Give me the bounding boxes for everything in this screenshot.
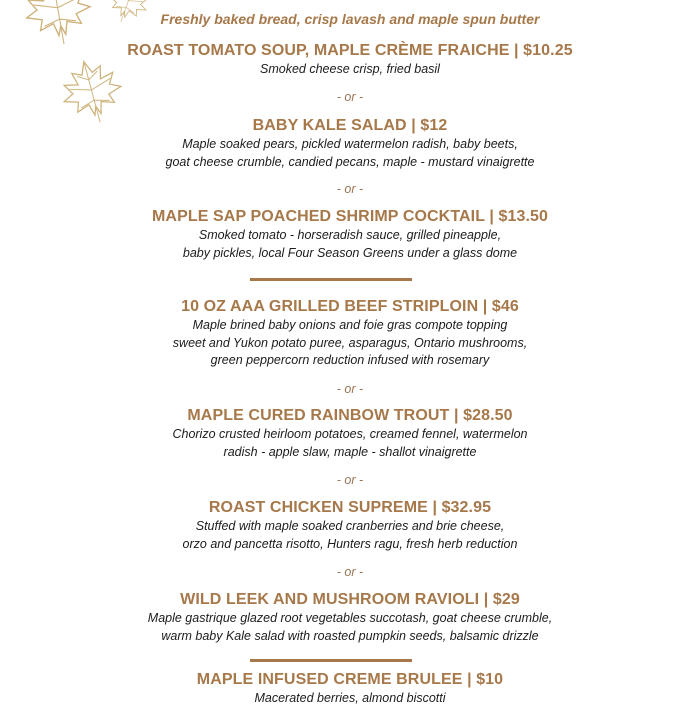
dish-title: ROAST CHICKEN SUPREME | $32.95 [208, 499, 492, 516]
dish-beef-striploin [0, 297, 700, 370]
dish-description: Smoked tomato - horseradish sauce, grilled pineapple, baby pickles, local Four Season Greens under a glass dome [182, 228, 518, 260]
dish-title: MAPLE INFUSED CREME BRULEE | $10 [196, 671, 504, 688]
dish-description: Macerated berries, almond biscotti [254, 691, 446, 705]
dish-title: MAPLE CURED RAINBOW TROUT | $28.50 [187, 407, 513, 424]
dish-description: Maple gastrique glazed root vegetables succotash, goat cheese crumble, warm baby Kale salad with roasted pumpkin seeds, balsamic drizzle [147, 611, 553, 643]
or-separator: - or - [336, 182, 364, 196]
dish-title: WILD LEEK AND MUSHROOM RAVIOLI | $29 [180, 591, 520, 608]
or-separator: - or - [336, 90, 364, 104]
dish-description: Stuffed with maple soaked cranberries and brie cheese, orzo and pancetta risotto, Hunters ragu, fresh herb reduction [182, 519, 518, 551]
dish-title: BABY KALE SALAD | $12 [252, 117, 448, 134]
dish-mushroom-ravioli [0, 590, 700, 645]
dish-description: Maple soaked pears, pickled watermelon radish, baby beets, goat cheese crumble, candied pecans, maple - mustard vinaigrette [165, 137, 535, 169]
dish-creme-brulee [0, 670, 700, 708]
section-divider [250, 659, 412, 662]
dish-roast-chicken [0, 498, 700, 553]
dish-title: MAPLE SAP POACHED SHRIMP COCKTAIL | $13.50 [151, 208, 549, 225]
dish-shrimp-cocktail [0, 207, 700, 262]
dish-tomato-soup [0, 41, 700, 79]
dish-description: Chorizo crusted heirloom potatoes, creamed fennel, watermelon radish - apple slaw, maple - shallot vinaigrette [172, 427, 528, 459]
or-separator: - or - [336, 382, 364, 396]
dish-title: 10 OZ AAA GRILLED BEEF STRIPLOIN | $46 [181, 298, 519, 315]
or-separator: - or - [336, 473, 364, 487]
dish-description: Maple brined baby onions and foie gras compote topping sweet and Yukon potato puree, asparagus, Ontario mushrooms, green peppercorn reduction infused with rosemary [172, 318, 528, 367]
dish-rainbow-trout [0, 406, 700, 461]
or-separator: - or - [336, 565, 364, 579]
dish-baby-kale-salad [0, 116, 700, 171]
dish-title: ROAST TOMATO SOUP, MAPLE CRÈME FRAICHE | $10.25 [127, 42, 573, 59]
section-divider [250, 278, 412, 281]
dish-description: Smoked cheese crisp, fried basil [260, 62, 440, 76]
bread-intro: Freshly baked bread, crisp lavash and maple spun butter [160, 11, 540, 27]
